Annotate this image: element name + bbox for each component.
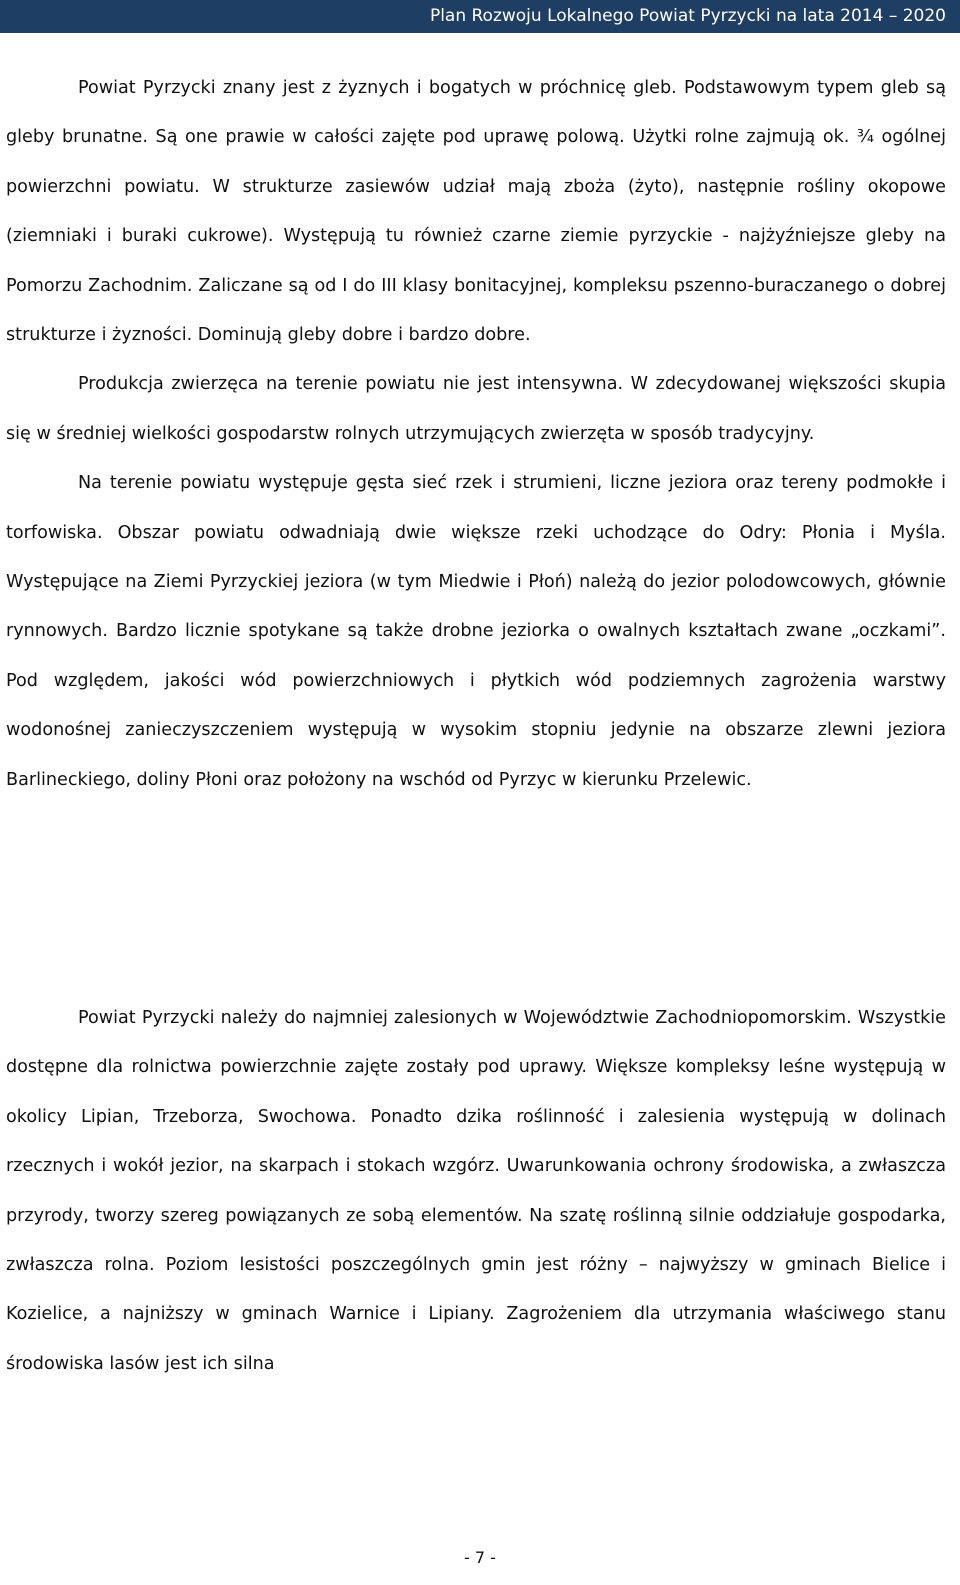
paragraph-livestock: Produkcja zwierzęca na terenie powiatu nie jest intensywna. W zdecydowanej większości skupia się w średniej wielkości gospodarstw rolnych utrzymujących zwierzęta w sposób tradycyjny.: [6, 374, 946, 444]
body-text-upper: [6, 64, 946, 805]
paragraph-soils: Powiat Pyrzycki znany jest z żyznych i bogatych w próchnicę gleb. Podstawowym typem gleb są gleby brunatne. Są one prawie w całości zajęte pod uprawę polową. Użytki rolne zajmują ok. ¾ ogólnej powierzchni powiatu. W strukturze zasiewów udział mają zboża (żyto), następnie rośliny okopowe (ziemniaki i buraki cukrowe). Występują tu również czarne ziemie pyrzyckie - najżyźniejsze gleby na Pomorzu Zachodnim. Zaliczane są od I do III klasy bonitacyjnej, kompleksu pszenno-buraczanego o dobrej strukturze i żyzności. Dominują gleby dobre i bardzo dobre.: [6, 78, 946, 346]
document-title: Plan Rozwoju Lokalnego Powiat Pyrzycki na lata 2014 – 2020: [429, 6, 946, 26]
paragraph-waters: Na terenie powiatu występuje gęsta sieć rzek i strumieni, liczne jeziora oraz tereny podmokłe i torfowiska. Obszar powiatu odwadniają dwie większe rzeki uchodzące do Odry: Płonia i Myśla. Występujące na Ziemi Pyrzyckiej jeziora (w tym Miedwie i Płoń) należą do jezior polodowcowych, głównie rynnowych. Bardzo licznie spotykane są także drobne jeziorka o owalnych kształtach zwane „oczkami”. Pod względem, jakości wód powierzchniowych i płytkich wód podziemnych zagrożenia warstwy wodonośnej zanieczyszczeniem występują w wysokim stopniu jedynie na obszarze zlewni jeziora Barlineckiego, doliny Płoni oraz położony na wschód od Pyrzyc w kierunku Przelewic.: [6, 473, 946, 790]
header-bar: [0, 0, 960, 33]
page-number: - 7 -: [464, 1548, 496, 1567]
paragraph-forests: Powiat Pyrzycki należy do najmniej zalesionych w Województwie Zachodniopomorskim. Wszystkie dostępne dla rolnictwa powierzchnie zajęte zostały pod uprawy. Większe kompleksy leśne występują w okolicy Lipian, Trzeborza, Swochowa. Ponadto dzika roślinność i zalesienia występują w dolinach rzecznych i wokół jezior, na skarpach i stokach wzgórz. Uwarunkowania ochrony środowiska, a zwłaszcza przyrody, tworzy szereg powiązanych ze sobą elementów. Na szatę roślinną silnie oddziałuje gospodarka, zwłaszcza rolna. Poziom lesistości poszczególnych gmin jest różny – najwyższy w gminach Bielice i Kozielice, a najniższy w gminach Warnice i Lipiany. Zagrożeniem dla utrzymania właściwego stanu środowiska lasów jest ich silna: [6, 1008, 946, 1374]
body-text-lower: [6, 994, 946, 1389]
